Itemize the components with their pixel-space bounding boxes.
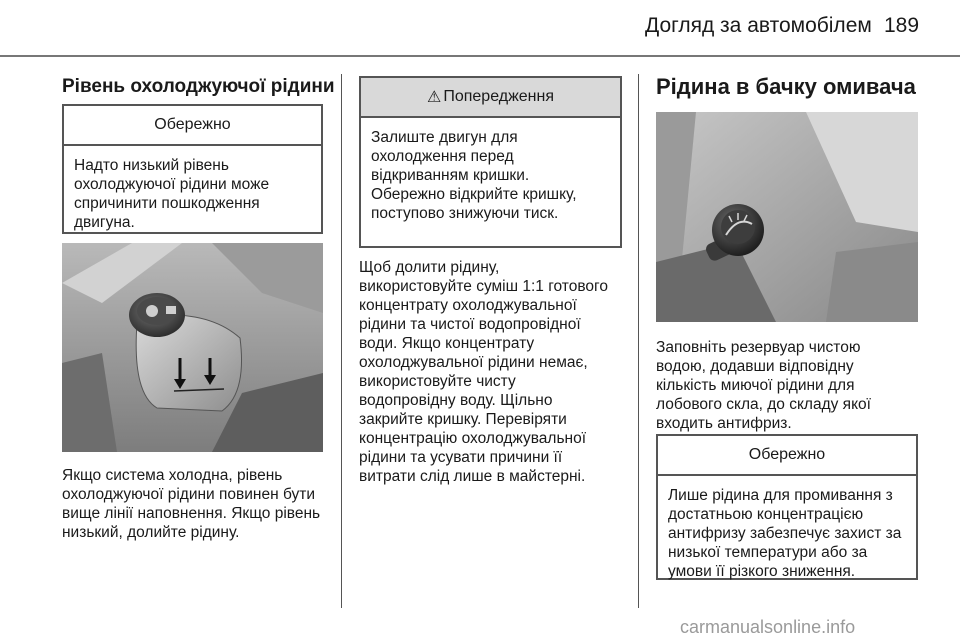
- paragraph-line: використовуйте суміш 1:1 готового: [359, 278, 608, 295]
- watermark: carmanualsonline.info: [680, 617, 856, 637]
- caution-box-washer: [656, 434, 918, 580]
- paragraph-line: води. Якщо концентрату: [359, 335, 535, 352]
- refill-instructions-paragraph: [359, 258, 634, 486]
- page-number: 189: [884, 14, 920, 37]
- paragraph-line: вище лінії наповнення. Якщо рівень: [62, 505, 321, 522]
- paragraph-line: концентрату охолоджувальної: [359, 297, 577, 314]
- caution-title: Обережно: [64, 106, 321, 146]
- paragraph-line: лобового скла, до складу якої: [656, 396, 871, 413]
- warning-line: відкриванням кришки.: [371, 167, 530, 184]
- column-divider-right: [638, 74, 639, 608]
- paragraph-line: рідини та усувати причини її: [359, 449, 563, 466]
- coolant-level-paragraph: [62, 466, 332, 542]
- washer-reservoir-illustration: [656, 112, 918, 322]
- warning-header: [361, 78, 620, 118]
- paragraph-line: Якщо система холодна, рівень: [62, 467, 283, 484]
- section-heading-washer-fluid: Рідина в бачку омивача: [656, 74, 916, 99]
- warning-triangle-icon: ⚠: [426, 89, 442, 106]
- caution-line: двигуна.: [74, 214, 135, 231]
- paragraph-line: низький, долийте рідину.: [62, 524, 240, 541]
- warning-line: Обережно відкрийте кришку,: [371, 186, 577, 203]
- paragraph-line: водопровідну воду. Щільно: [359, 392, 553, 409]
- paragraph-line: використовуйте чисту: [359, 373, 516, 390]
- caution-line: охолоджуючої рідини може: [74, 176, 270, 193]
- running-header-title: Догляд за автомобілем: [645, 14, 872, 37]
- paragraph-line: входить антифриз.: [656, 415, 792, 432]
- caution-title: Обережно: [658, 436, 916, 476]
- section-heading-coolant: Рівень охолоджуючої рідини: [62, 76, 335, 97]
- paragraph-line: Щоб долити рідину,: [359, 259, 500, 276]
- warning-line: поступово знижуючи тиск.: [371, 205, 559, 222]
- coolant-reservoir-illustration: [62, 243, 323, 452]
- warning-line: охолодження перед: [371, 148, 514, 165]
- caution-line: спричинити пошкодження: [74, 195, 260, 212]
- paragraph-line: охолоджуючої рідини повинен бути: [62, 486, 316, 503]
- paragraph-line: водою, додавши відповідну: [656, 358, 854, 375]
- warning-line: Залиште двигун для: [371, 129, 518, 146]
- warning-text: [361, 118, 620, 233]
- caution-line: антифризу забезпечує захист за: [668, 525, 902, 542]
- caution-box-coolant: [62, 104, 323, 234]
- washer-fluid-paragraph: [656, 338, 926, 433]
- caution-line: умови її різкого зниження.: [668, 563, 856, 580]
- caution-line: Надто низький рівень: [74, 157, 229, 174]
- caution-text: [658, 476, 916, 591]
- paragraph-line: Заповніть резервуар чистою: [656, 339, 861, 356]
- caution-line: достатньою концентрацією: [668, 506, 864, 523]
- column-divider-left: [341, 74, 342, 608]
- paragraph-line: рідини та чистої водопровідної: [359, 316, 581, 333]
- paragraph-line: охолоджувальної рідини немає,: [359, 354, 588, 371]
- paragraph-line: закрийте кришку. Перевіряти: [359, 411, 567, 428]
- paragraph-line: кількість миючої рідини для: [656, 377, 855, 394]
- warning-box: [359, 76, 622, 248]
- paragraph-line: витрати слід лише в майстерні.: [359, 468, 586, 485]
- warning-title: Попередження: [443, 88, 555, 105]
- header-divider: [0, 55, 960, 57]
- paragraph-line: концентрацію охолоджувальної: [359, 430, 587, 447]
- caution-line: низької температури або за: [668, 544, 868, 561]
- caution-line: Лише рідина для промивання з: [668, 487, 893, 504]
- caution-text: [64, 146, 321, 242]
